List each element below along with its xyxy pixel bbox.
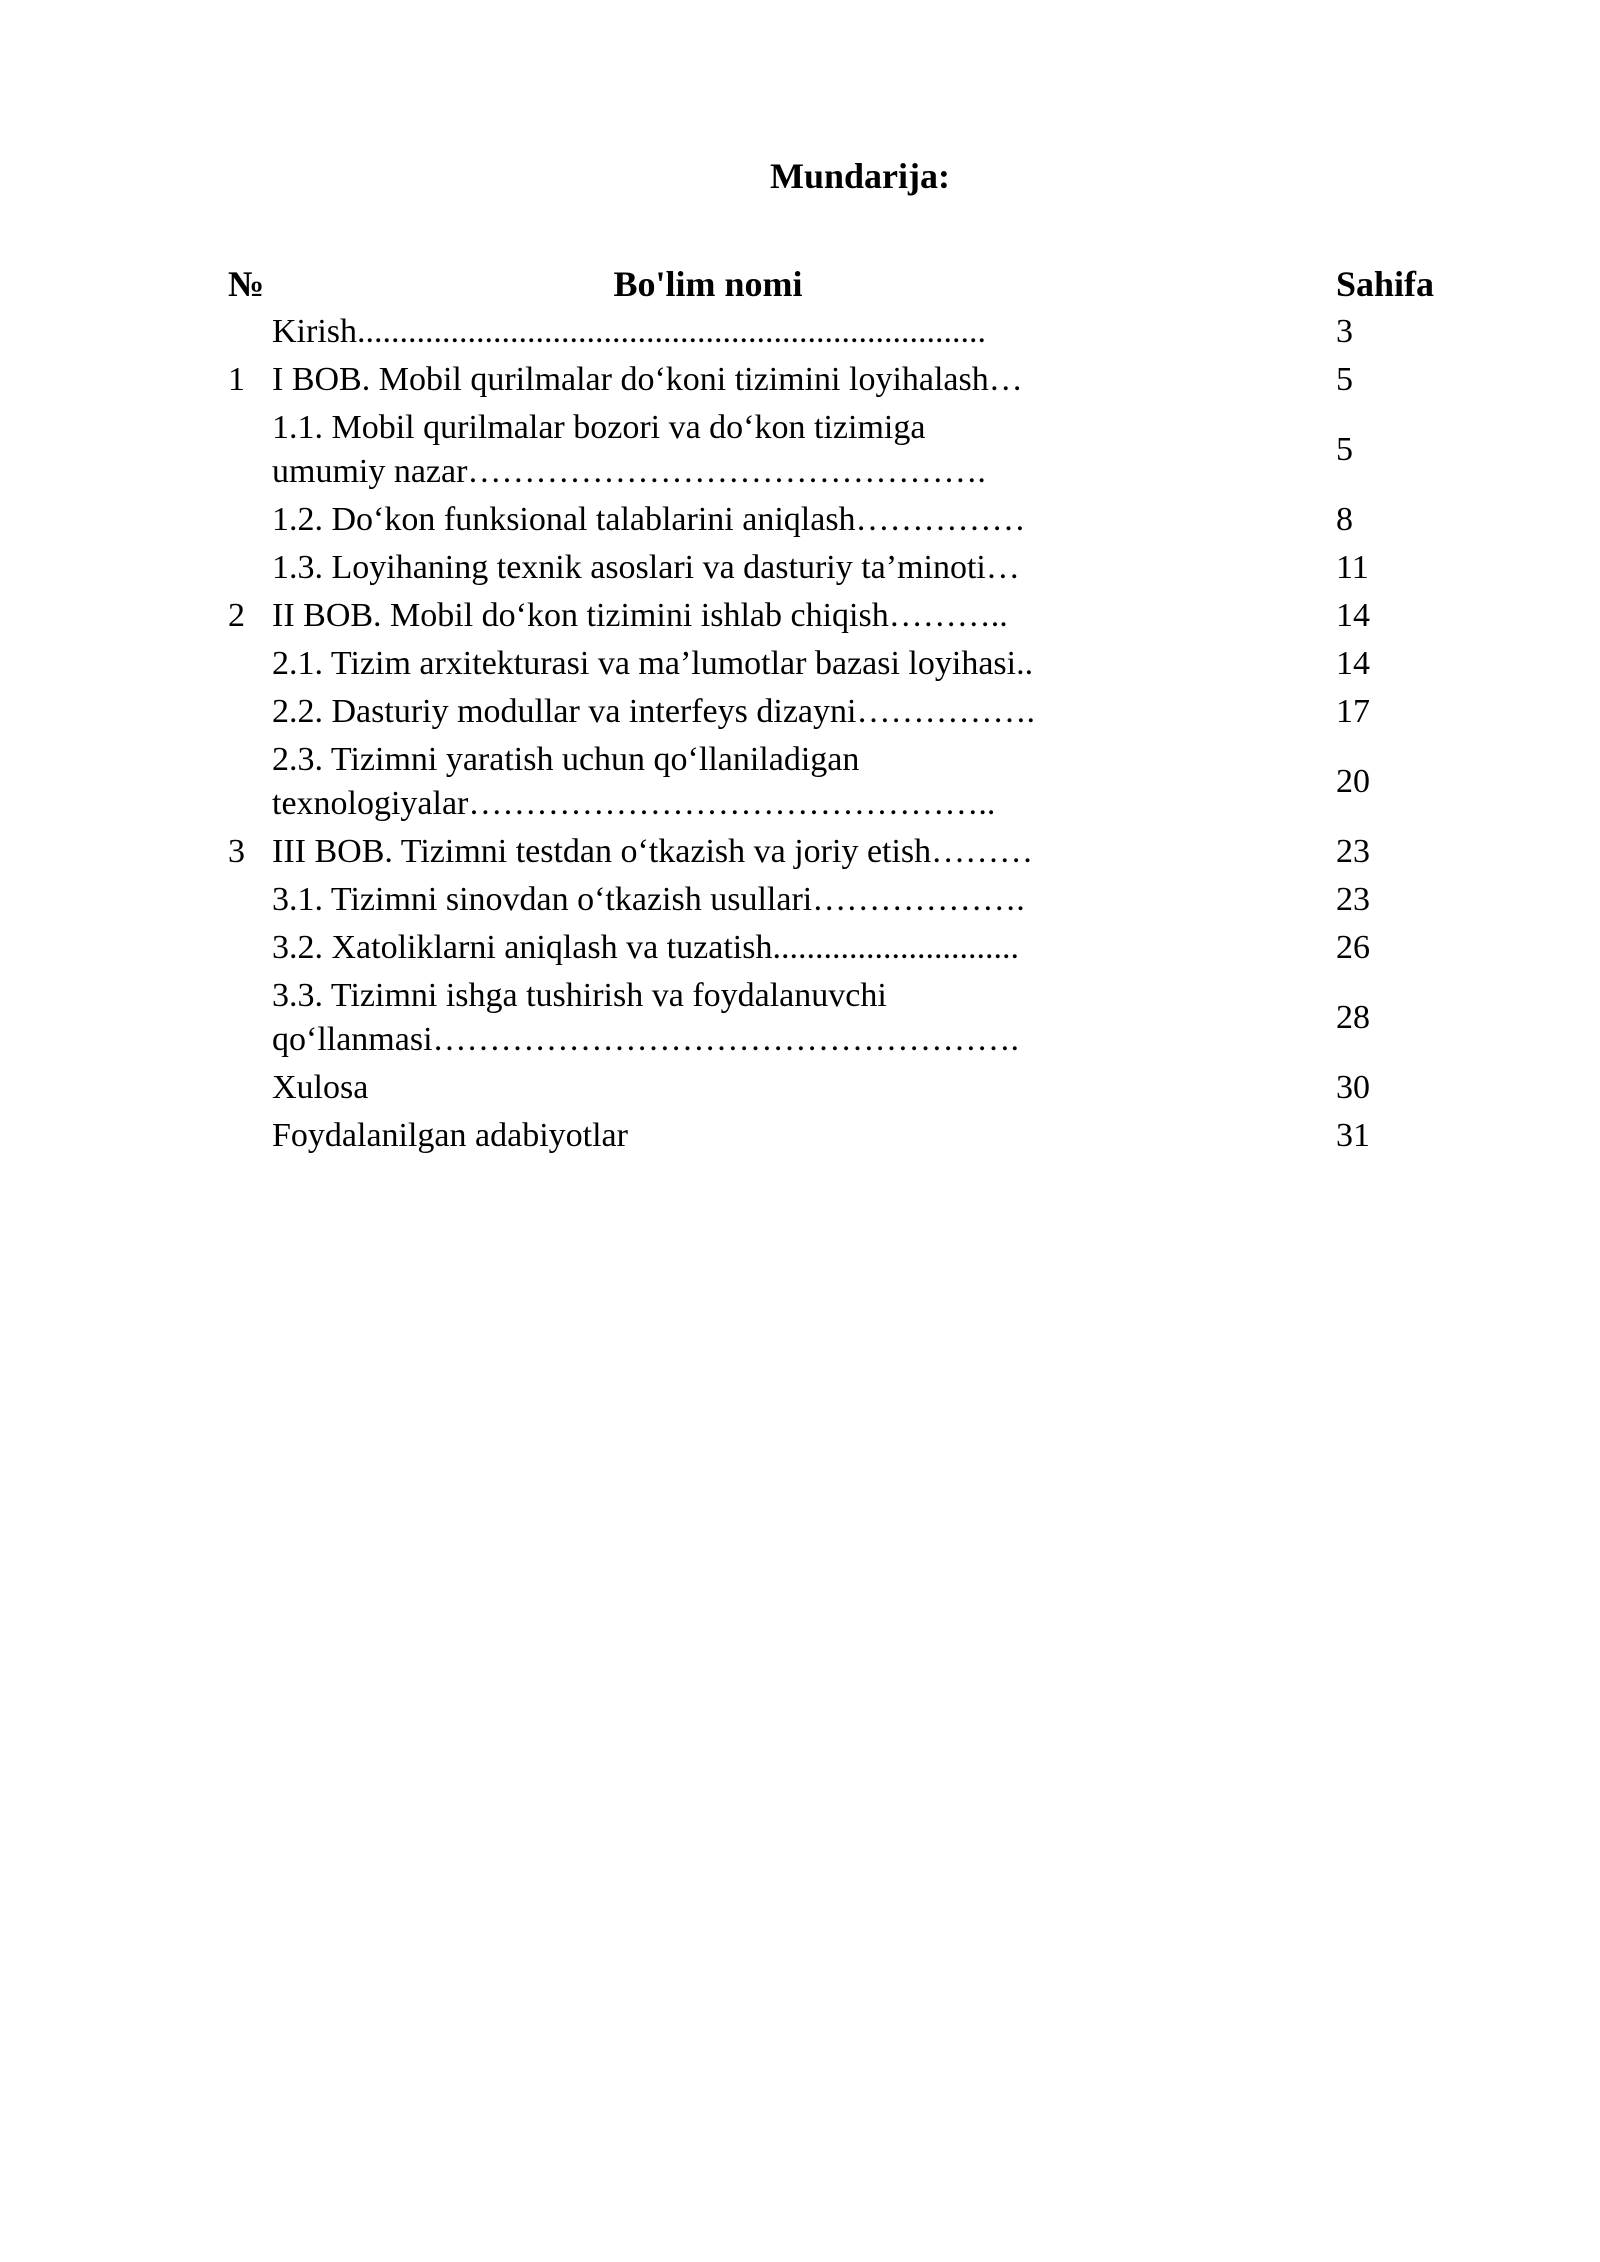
toc-row	[228, 972, 1468, 1064]
toc-title: 2.2. Dasturiy modullar va interfeys dizayni…………….	[272, 693, 1035, 730]
table-of-contents	[228, 260, 1468, 1160]
toc-title: 3.2. Xatoliklarni aniqlash va tuzatish.............................	[272, 929, 1019, 966]
toc-page: 30	[1336, 1069, 1370, 1106]
header-page: Sahifa	[1336, 264, 1435, 304]
toc-row	[228, 736, 1468, 828]
toc-page: 14	[1336, 597, 1370, 634]
toc-row	[228, 688, 1468, 736]
toc-row	[228, 592, 1468, 640]
toc-number: 1	[228, 361, 245, 398]
toc-title: 3.1. Tizimni sinovdan o‘tkazish usullari……………….	[272, 881, 1025, 918]
toc-row	[228, 356, 1468, 404]
toc-title: 1.3. Loyihaning texnik asoslari va dasturiy ta’minoti…	[272, 549, 1020, 586]
toc-title: 3.3. Tizimni ishga tushirish va foydalanuvchi qo‘llanmasi…………………………………………….	[272, 977, 1020, 1058]
toc-row	[228, 1064, 1468, 1112]
toc-page: 5	[1336, 361, 1353, 398]
toc-page: 23	[1336, 833, 1370, 870]
toc-title: I BOB. Mobil qurilmalar do‘koni tizimini loyihalash…	[272, 361, 1023, 398]
toc-row	[228, 496, 1468, 544]
toc-page: 23	[1336, 881, 1370, 918]
toc-page: 20	[1336, 763, 1370, 800]
toc-row	[228, 876, 1468, 924]
toc-row	[228, 1112, 1468, 1160]
toc-row	[228, 544, 1468, 592]
toc-number: 2	[228, 597, 245, 634]
toc-number: 3	[228, 833, 245, 870]
toc-row	[228, 640, 1468, 688]
toc-title: II BOB. Mobil do‘kon tizimini ishlab chiqish………..	[272, 597, 1008, 634]
toc-row	[228, 404, 1468, 496]
toc-title: 2.1. Tizim arxitekturasi va ma’lumotlar bazasi loyihasi..	[272, 645, 1034, 682]
header-section: Bo'lim nomi	[613, 264, 803, 304]
toc-page: 5	[1336, 431, 1353, 468]
toc-row	[228, 924, 1468, 972]
toc-page: 3	[1336, 313, 1353, 350]
toc-page: 26	[1336, 929, 1370, 966]
toc-page: 28	[1336, 999, 1370, 1036]
toc-title: Kirish..........................................................................	[272, 313, 986, 350]
page-title: Mundarija:	[770, 156, 950, 196]
toc-page: 8	[1336, 501, 1353, 538]
toc-row	[228, 308, 1468, 356]
toc-row	[228, 828, 1468, 876]
toc-title: III BOB. Tizimni testdan o‘tkazish va joriy etish………	[272, 833, 1034, 870]
toc-title: 1.2. Do‘kon funksional talablarini aniqlash……………	[272, 501, 1026, 538]
toc-title: 2.3. Tizimni yaratish uchun qo‘llaniladigan texnologiyalar………………………………………..	[272, 741, 996, 822]
toc-title: 1.1. Mobil qurilmalar bozori va do‘kon tizimiga umumiy nazar……………………………………….	[272, 409, 986, 490]
header-number: №	[228, 264, 265, 304]
toc-page: 31	[1336, 1117, 1370, 1154]
toc-title: Foydalanilgan adabiyotlar	[272, 1117, 628, 1154]
toc-header-row	[228, 260, 1468, 308]
toc-page: 17	[1336, 693, 1370, 730]
toc-page: 11	[1336, 549, 1369, 586]
toc-page: 14	[1336, 645, 1370, 682]
toc-title: Xulosa	[272, 1069, 369, 1106]
